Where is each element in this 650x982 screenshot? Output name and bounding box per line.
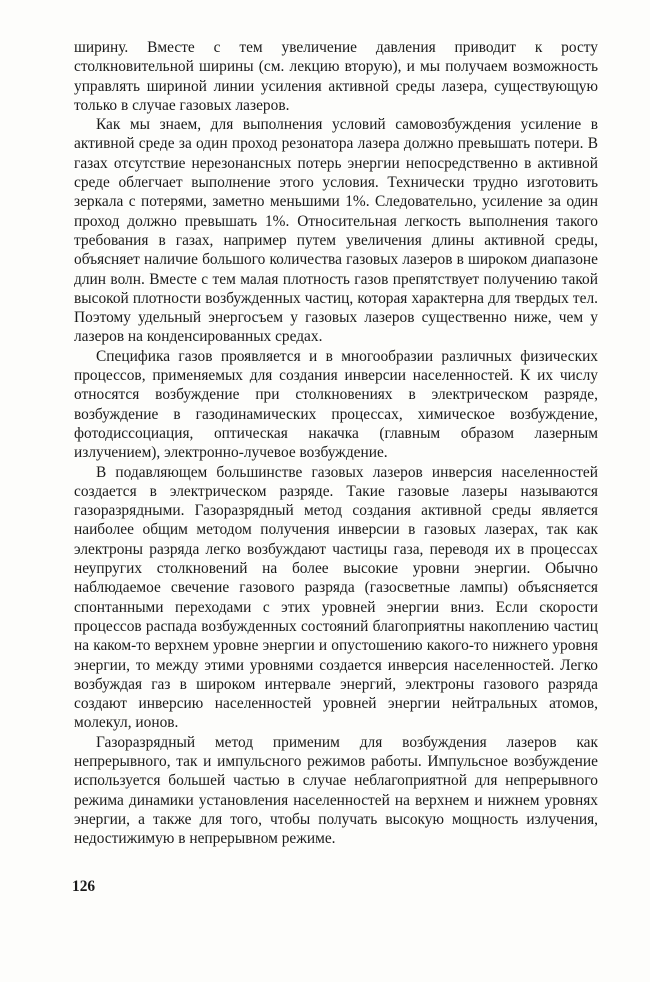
page-number: 126 bbox=[72, 878, 96, 895]
body-text bbox=[74, 38, 598, 848]
paragraph-gas-discharge: В подавляющем большинстве газовых лазеров инверсия населенностей создается в электрическом разряде. Такие газовые лазеры называются газоразрядными. Газоразрядный метод создания активной среды является наиболее общим методом получения инверсии в газовых лазерах, так как электроны разряда легко возбуждают частицы газа, переводя их в процессах неупругих столкновений на более высокие уровни энергии. Обычно наблюдаемое свечение газового разряда (газосветные лампы) объясняется спонтанными переходами с этих уровней энергии вниз. Если скорости процессов распада возбужденных состояний благоприятны накоплению частиц на каком-то верхнем уровне энергии и опустошению какого-то нижнего уровня энергии, то между этими уровнями создается инверсия населенностей. Легко возбуждая газ в широком интервале энергий, электроны газового разряда создают инверсию населенностей уровней энергии нейтральных атомов, молекул, ионов. bbox=[74, 463, 598, 732]
paragraph-continuation: ширину. Вместе с тем увеличение давления приводит к росту столкновительной ширины (см. лекцию вторую), и мы получаем возможность управлять шириной линии усиления активной среды лазера, существующую только в случае газовых лазеров. bbox=[74, 39, 598, 114]
paragraph-gas-specifics: Специфика газов проявляется и в многообразии различных физических процессов, применяемых для создания инверсии населенностей. К их числу относятся возбуждение при столкновениях в электрическом разряде, возбуждение в газодинамических процессах, химическое возбуждение, фотодиссоциация, оптическая накачка (главным образом лазерным излучением), электронно-лучевое возбуждение. bbox=[74, 347, 598, 462]
paragraph-self-excitation: Как мы знаем, для выполнения условий самовозбуждения усиление в активной среде за один проход резонатора лазера должно превышать потери. В газах отсутствие нерезонансных потерь энергии непосредственно в активной среде облегчает выполнение этого условия. Технически трудно изготовить зеркала с потерями, заметно меньшими 1%. Следовательно, усиление за один проход должно превышать 1%. Относительная легкость выполнения такого требования в газах, например путем увеличения длины активной среды, объясняет наличие большого количества газовых лазеров в широком диапазоне длин волн. Вместе с тем малая плотность газов препятствует получению такой высокой плотности возбужденных частиц, которая характерна для твердых тел. Поэтому удельный энергосъем у газовых лазеров существенно ниже, чем у лазеров на конденсированных средах. bbox=[74, 116, 598, 346]
paragraph-discharge-method: Газоразрядный метод применим для возбуждения лазеров как непрерывного, так и импульсного режимов работы. Импульсное возбуждение используется большей частью в случае неблагоприятной для непрерывного режима динамики установления населенностей на верхнем и нижнем уровнях энергии, а также для того, чтобы получать высокую мощность излучения, недостижимую в непрерывном режиме. bbox=[74, 733, 598, 848]
